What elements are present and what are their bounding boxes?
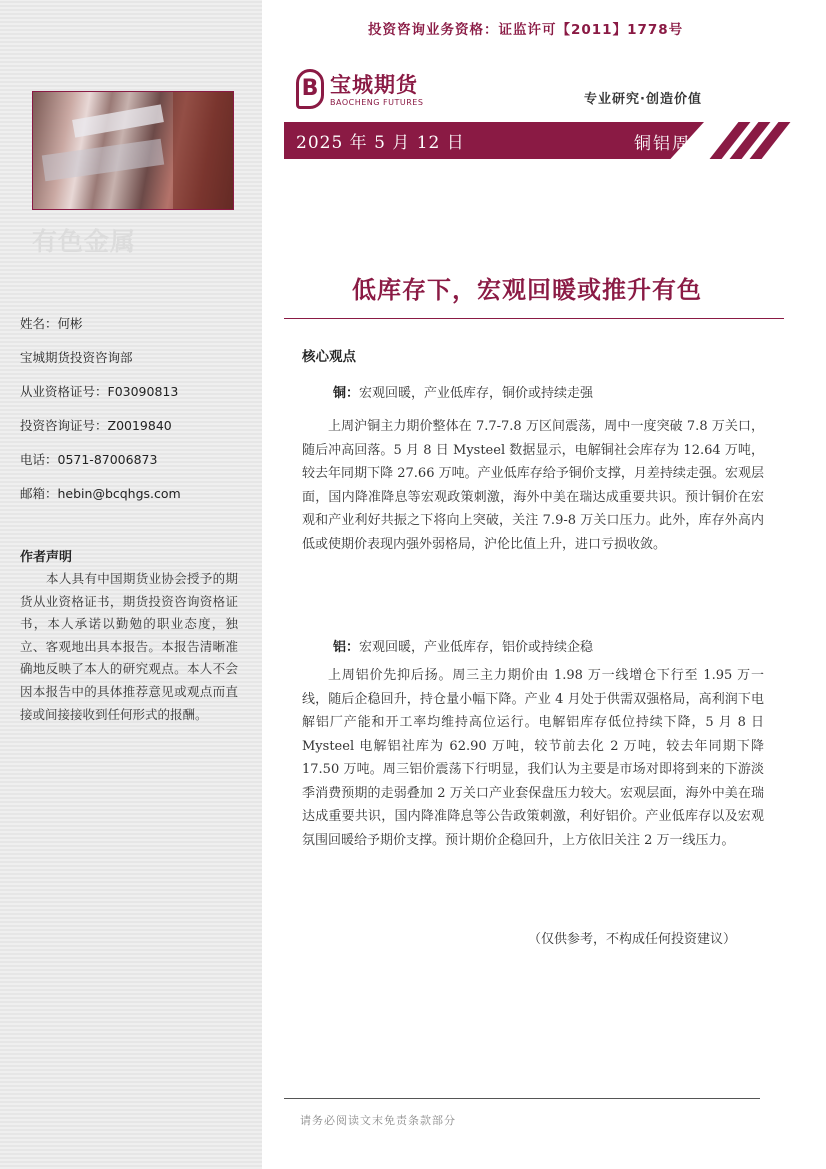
declaration-body: 本人具有中国期货业协会授予的期货从业资格证书，期货投资咨询资格证书，本人承诺以勤勉的职业态度，独立、客观地出具本报告。本报告清晰准确地反映了本人的研究观点。本人不会因本报告中的具体推荐意见或观点而直接或间接接收到任何形式的报酬。 — [20, 571, 238, 722]
practice-license: 从业资格证号：F03090813 — [20, 384, 179, 399]
core-view-heading: 核心观点 — [302, 349, 356, 365]
report-type: 铜铝周报 — [634, 134, 710, 154]
aluminum-paragraph: 上周铝价先抑后扬。周三主力期价由 1.98 万一线增仓下行至 1.95 万一线，随后企稳回升，持仓量小幅下降。产业 4 月处于供需双强格局，高利润下电解铝厂产能和开工率均维持高位运行。电解铝库存低位持续下降，5 月 8 日 Mysteel 电解铝社库为 62.90 万吨，较节前去化 2 万吨，较去年同期下降 17.50 万吨。周三铝价震荡下行明显，我们认为主要是市场对即将到来的下游淡季消费预期的走弱叠加 2 万关口产业套保盘压力较大。宏观层面，海外中美在瑞达成重要共识，国内降准降息等公告政策刺激，利好铝价。产业低库存以及宏观氛围回暖给予期价支撑。预计期价企稳回升，上方依旧关注 2 万一线压力。 — [302, 668, 764, 848]
author-phone: 电话：0571-87006873 — [20, 452, 158, 467]
logo-mark-icon: B — [296, 69, 324, 109]
declaration-title: 作者声明 — [20, 550, 73, 565]
qualification-notice: 投资咨询业务资格：证监许可【2011】1778号 — [368, 22, 684, 38]
author-email[interactable]: 邮箱：hebin@bcqhgs.com — [20, 486, 181, 501]
investment-disclaimer: （仅供参考，不构成任何投资建议） — [528, 932, 737, 947]
consulting-license: 投资咨询证号：Z0019840 — [20, 418, 172, 433]
company-logo: B 宝城期货 BAOCHENG FUTURES — [296, 69, 446, 111]
report-title: 低库存下，宏观回暖或推升有色 — [352, 276, 702, 304]
author-department: 宝城期货投资咨询部 — [20, 350, 133, 365]
sidebar — [0, 0, 262, 1169]
sector-label: 有色金属 — [32, 227, 137, 256]
author-info — [20, 312, 181, 516]
title-divider — [284, 318, 784, 319]
slogan: 专业研究·创造价值 — [584, 92, 702, 107]
copper-summary: 铜：宏观回暖，产业低库存，铜价或持续走强 — [333, 386, 594, 401]
copper-paragraph: 上周沪铜主力期价整体在 7.7-7.8 万区间震荡，周中一度突破 7.8 万关口，随后冲高回落。5 月 8 日 Mysteel 数据显示，电解铜社会库存为 12.64 万吨，较去年同期下降 27.66 万吨。产业低库存给予铜价支撑，月差持续走强。宏观层面，国内降准降息等宏观政策刺激，海外中美在瑞达成重要共识。预计铜价在宏观和产业利好共振之下将向上突破，关注 7.9-8 万关口压力。此外，库存外高内低或使期价表现内强外弱格局，沪伦比值上升，进口亏损收敛。 — [302, 419, 764, 552]
footer-note: 请务必阅读文末免责条款部分 — [300, 1114, 456, 1127]
report-date: 2025 年 5 月 12 日 — [296, 133, 465, 153]
aluminum-summary: 铝：宏观回暖，产业低库存，铝价或持续企稳 — [333, 640, 594, 655]
author-name: 姓名：何彬 — [20, 316, 83, 331]
cover-photo — [32, 91, 234, 210]
footer-divider — [284, 1098, 760, 1099]
